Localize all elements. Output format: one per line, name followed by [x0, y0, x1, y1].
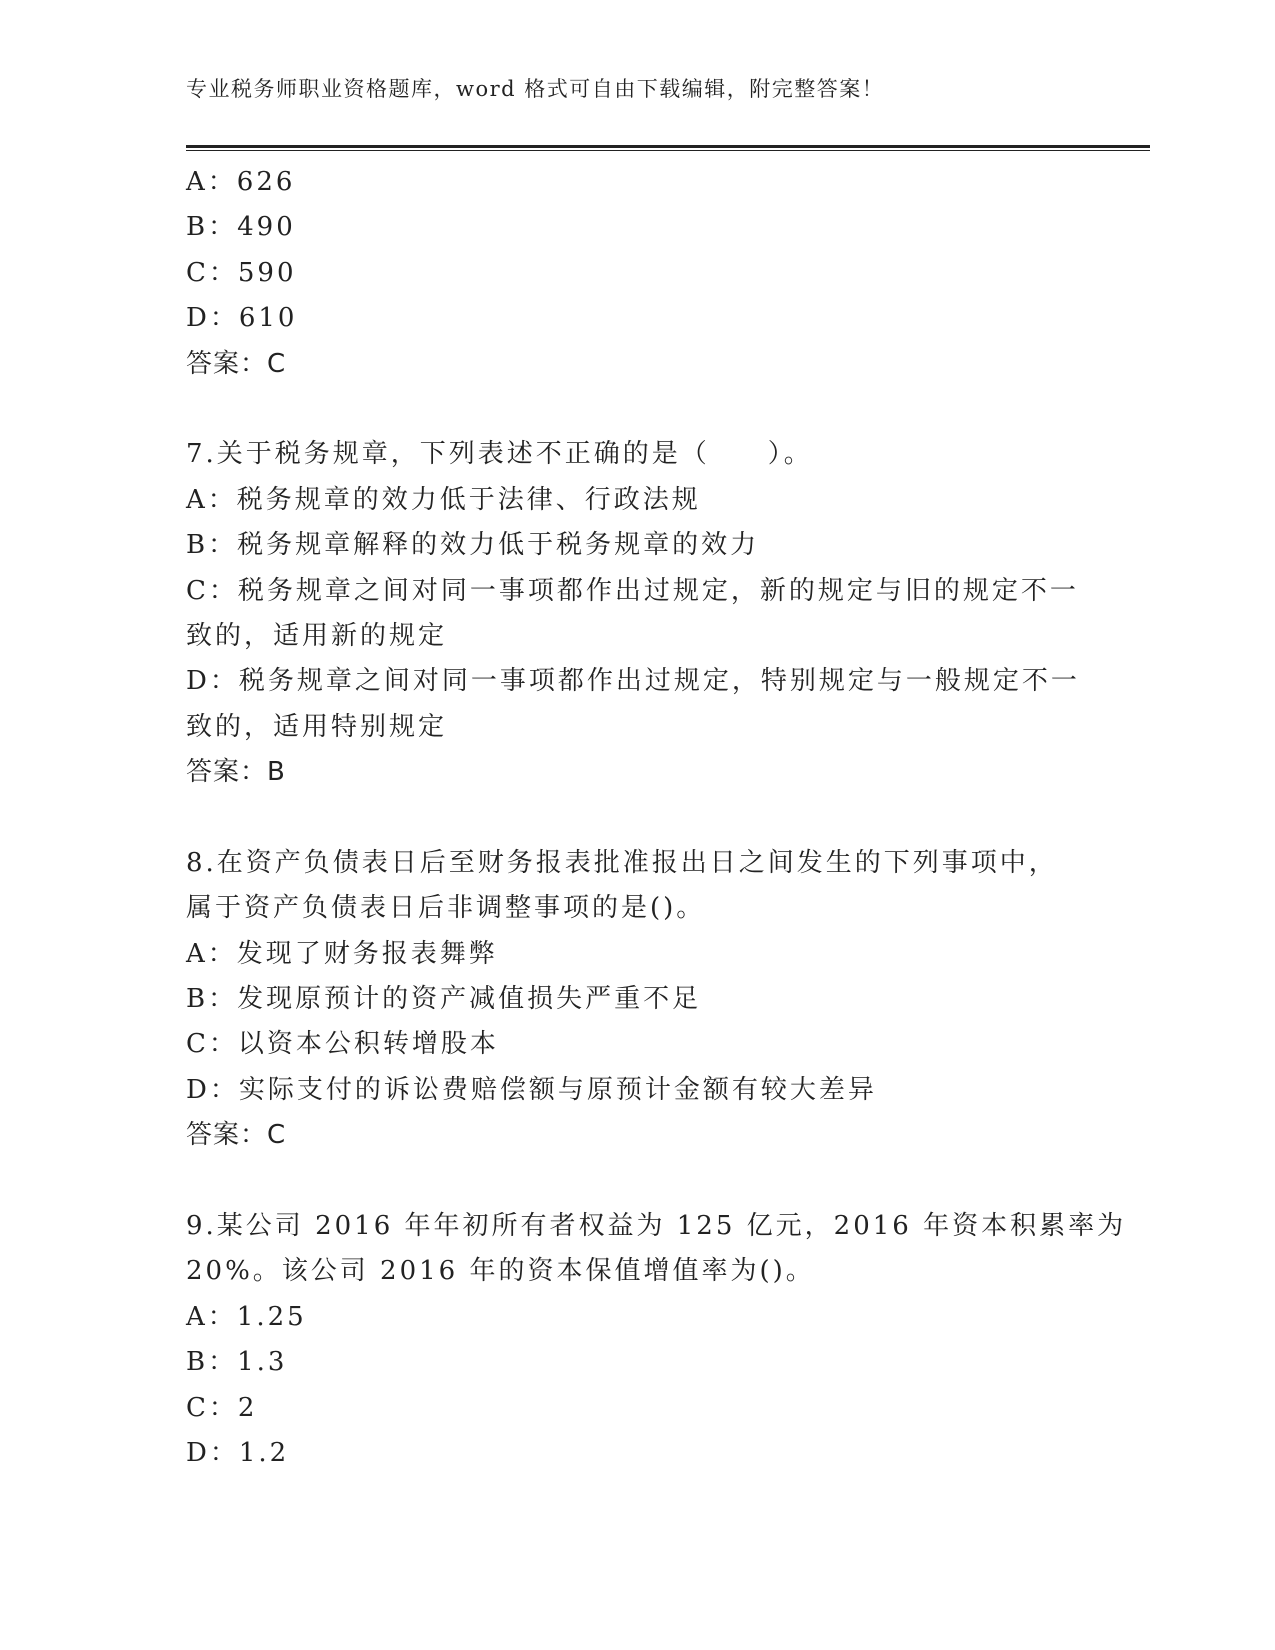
page-header: 专业税务师职业资格题库，word 格式可自由下载编辑，附完整答案！ [186, 77, 885, 101]
answer-line: 答案：C [186, 1120, 287, 1151]
option-d: D：1.2 [186, 1437, 290, 1468]
header-divider-thick [186, 145, 1150, 148]
question-9 [186, 1204, 1127, 1476]
option-c: C：税务规章之间对同一事项都作出过规定，新的规定与旧的规定不一 [186, 575, 1079, 606]
option-b: B：发现原预计的资产减值损失严重不足 [186, 984, 702, 1015]
question-6 [186, 160, 1086, 387]
spacer [186, 795, 1086, 840]
option-a: A：1.25 [186, 1301, 307, 1332]
question-stem: 7.关于税务规章，下列表述不正确的是（ ）。 [186, 439, 813, 470]
answer-line: 答案：B [186, 757, 286, 788]
option-d-continued: 致的，适用特别规定 [186, 711, 448, 742]
option-c: C：以资本公积转增股本 [186, 1029, 499, 1060]
option-b: B：1.3 [186, 1347, 288, 1378]
option-a: A：626 [186, 167, 296, 197]
option-d: D：实际支付的诉讼费赔偿额与原预计金额有较大差异 [186, 1074, 877, 1105]
question-7 [186, 432, 1086, 795]
question-stem-continued: 20%。该公司 2016 年的资本保值增值率为()。 [186, 1256, 815, 1287]
option-a: A：税务规章的效力低于法律、行政法规 [186, 484, 701, 515]
option-a: A：发现了财务报表舞弊 [186, 938, 498, 969]
option-b: B：税务规章解释的效力低于税务规章的效力 [186, 530, 760, 561]
question-content [186, 160, 1127, 1476]
answer-line: 答案：C [186, 348, 287, 379]
option-d: D：610 [186, 303, 298, 334]
option-d: D：税务规章之间对同一事项都作出过规定，特别规定与一般规定不一 [186, 666, 1080, 697]
question-stem: 9.某公司 2016 年年初所有者权益为 125 亿元，2016 年资本积累率为 [186, 1210, 1127, 1241]
question-stem-continued: 属于资产负债表日后非调整事项的是()。 [186, 893, 706, 924]
spacer [186, 1159, 1086, 1204]
option-c: C：590 [186, 257, 297, 288]
question-8 [186, 841, 1086, 1159]
option-c: C：2 [186, 1392, 258, 1423]
option-c-continued: 致的，适用新的规定 [186, 620, 448, 651]
header-divider-thin [186, 150, 1150, 151]
option-b: B：490 [186, 212, 296, 243]
question-stem: 8.在资产负债表日后至财务报表批准报出日之间发生的下列事项中， [186, 847, 1058, 878]
spacer [186, 387, 1086, 432]
